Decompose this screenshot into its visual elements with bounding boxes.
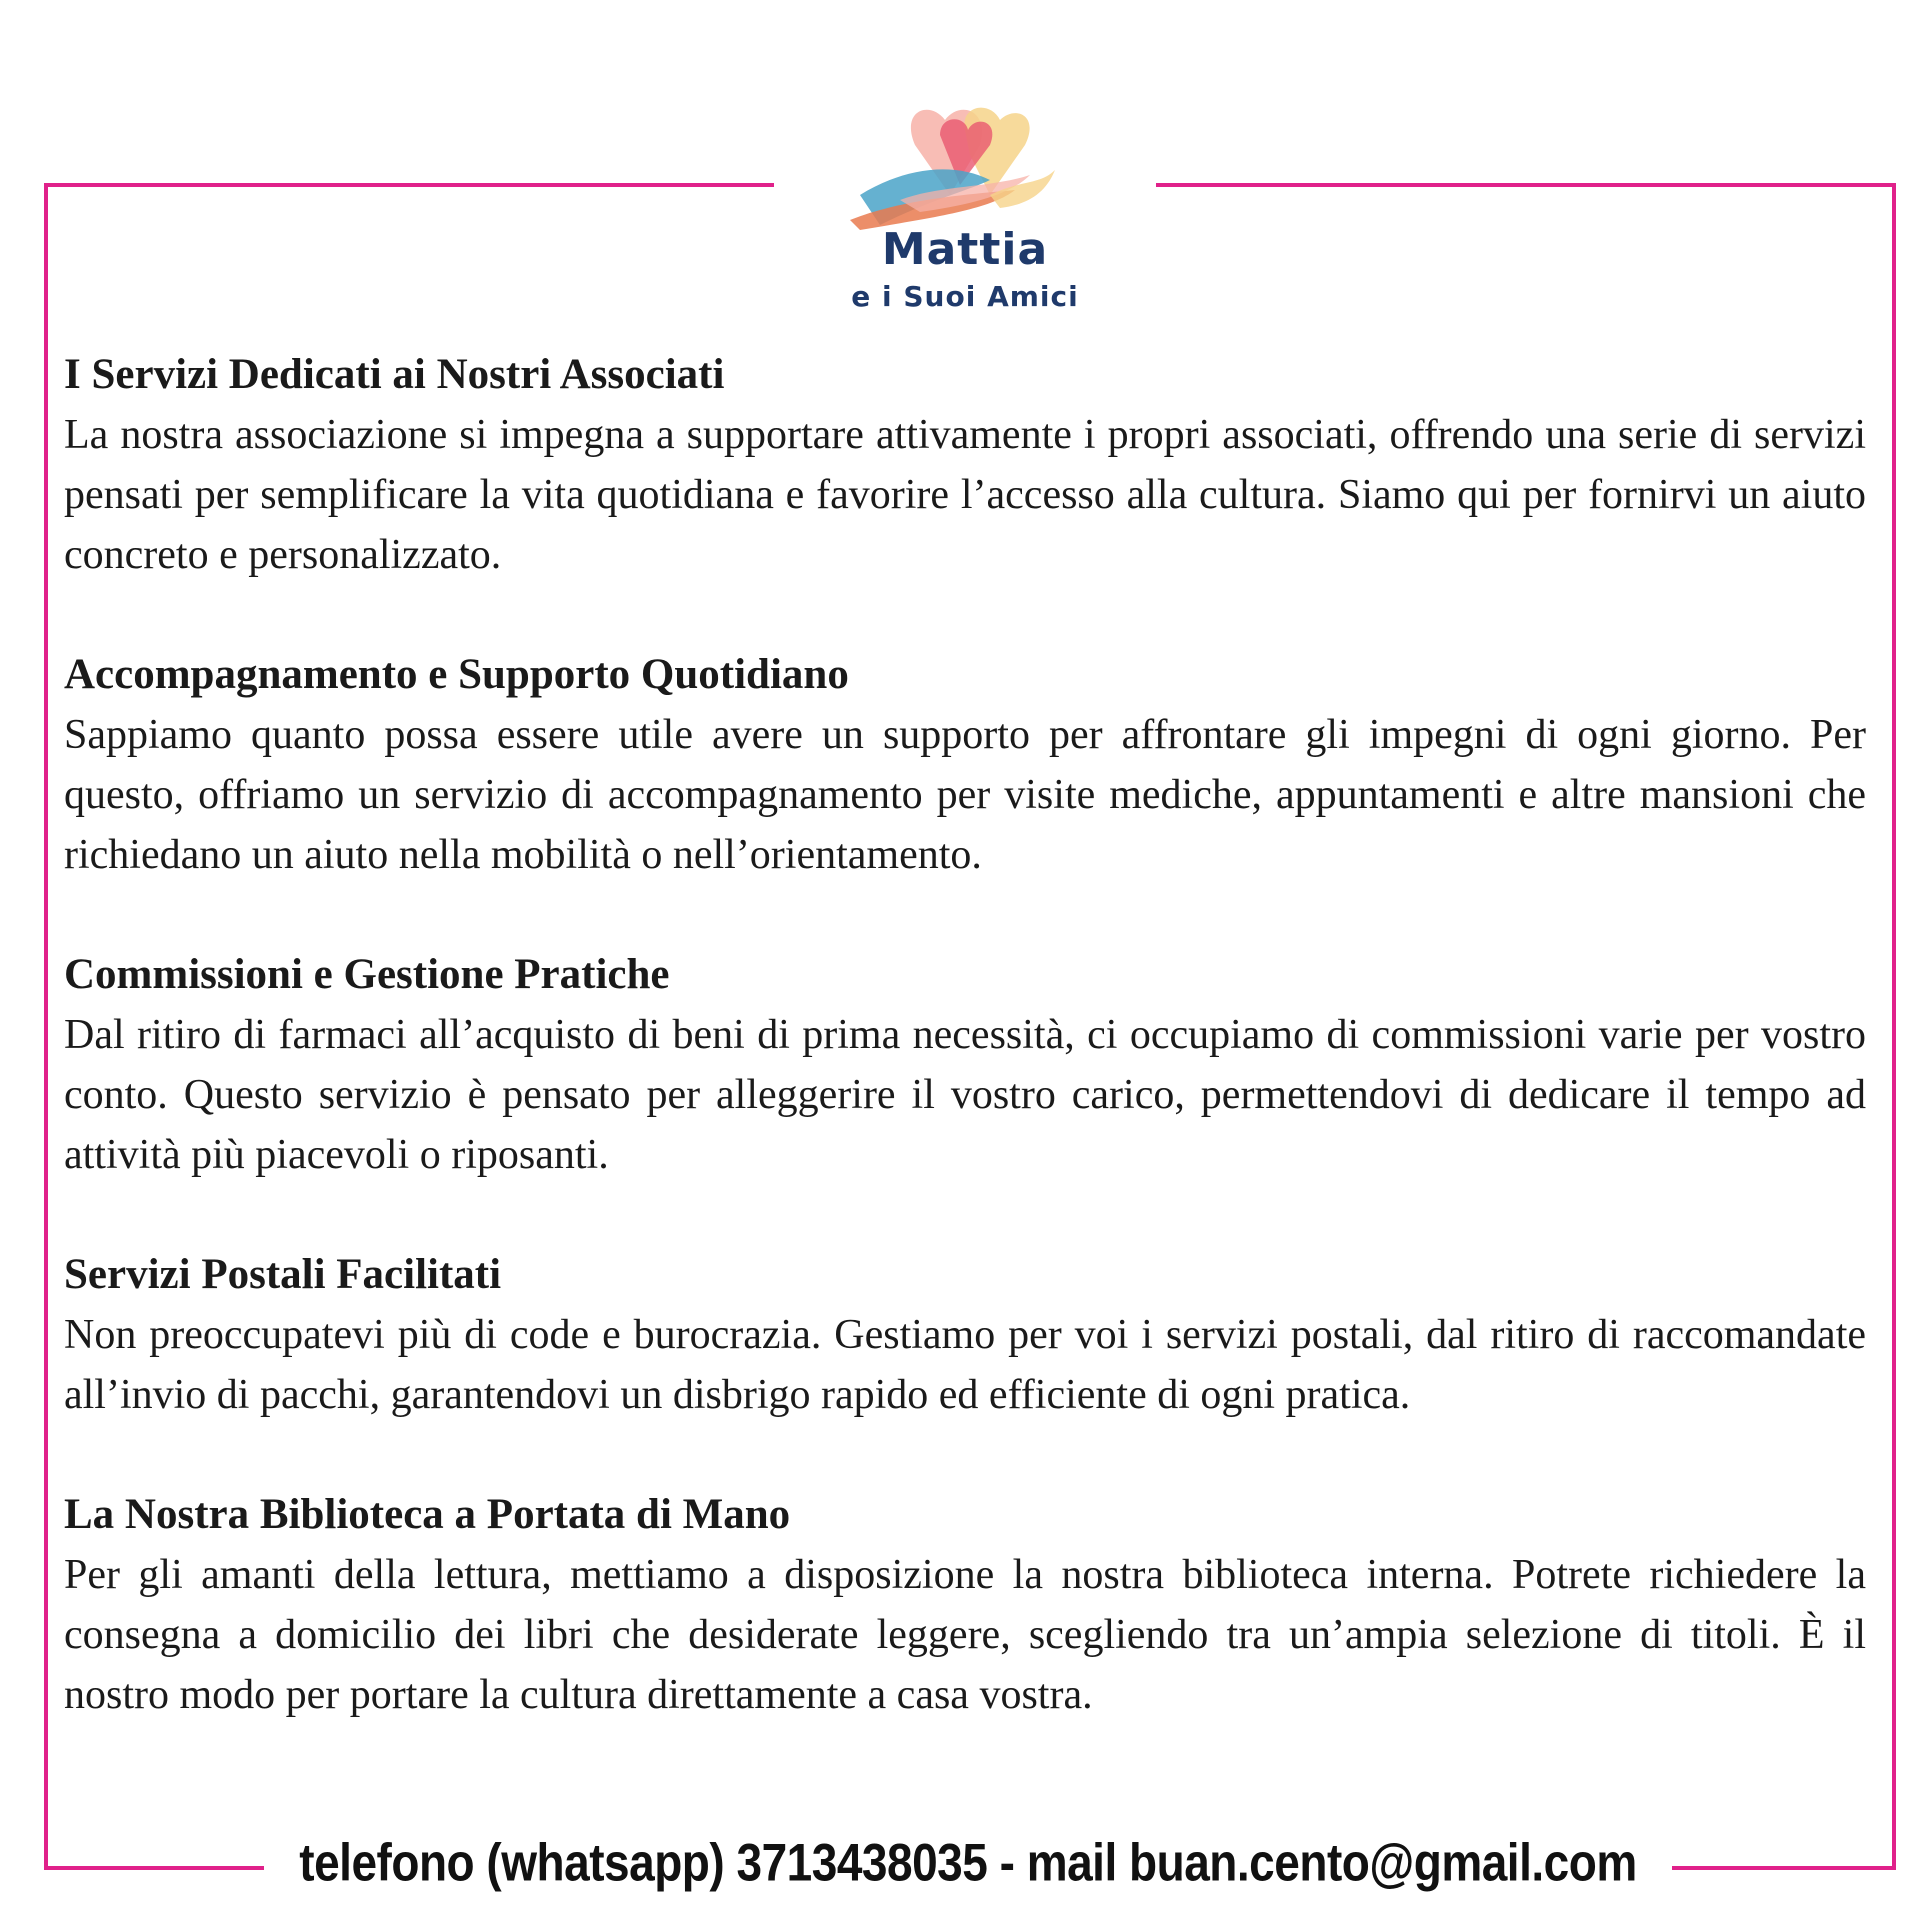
- document-body: [64, 345, 1866, 1785]
- frame-bottom-left: [44, 1866, 264, 1870]
- section-title: Commissioni e Gestione Pratiche: [64, 951, 670, 998]
- section-text: Sappiamo quanto possa essere utile avere un supporto per affrontare gli impegni di ogni giorno. Per questo, offriamo un servizio di accompagnamento per visite mediche, appuntamenti e altre mansioni che richiedano un aiuto nella mobilità o nell’orientamento.: [64, 712, 1866, 878]
- section-text: Non preoccupatevi più di code e burocrazia. Gestiamo per voi i servizi postali, dal ritiro di raccomandate all’invio di pacchi, garantendovi un disbrigo rapido ed efficiente di ogni pratica.: [64, 1312, 1866, 1418]
- section-services: [64, 345, 1866, 585]
- heart-hand-icon: [840, 100, 1090, 230]
- section-text: Per gli amanti della lettura, mettiamo a disposizione la nostra biblioteca interna. Potrete richiedere la consegna a domicilio dei libri che desiderate leggere, scegliendo tra un’ampia selezione di titoli. È il nostro modo per portare la cultura direttamente a casa vostra.: [64, 1552, 1866, 1718]
- section-text: Dal ritiro di farmaci all’acquisto di beni di prima necessità, ci occupiamo di commissioni varie per vostro conto. Questo servizio è pensato per alleggerire il vostro carico, permettendovi di dedicare il tempo ad attività più piacevoli o riposanti.: [64, 1012, 1866, 1178]
- section-postal: [64, 1245, 1866, 1425]
- section-accompaniment: [64, 645, 1866, 885]
- section-errands: [64, 945, 1866, 1185]
- frame-bottom-right: [1672, 1866, 1896, 1870]
- frame-left: [44, 183, 48, 1870]
- section-title: La Nostra Biblioteca a Portata di Mano: [64, 1491, 791, 1538]
- section-title: Servizi Postali Facilitati: [64, 1251, 502, 1298]
- logo-subtitle: e i Suoi Amici: [851, 280, 1079, 313]
- logo-name: Mattia: [881, 224, 1049, 275]
- frame-right: [1892, 183, 1896, 1870]
- section-library: [64, 1485, 1866, 1725]
- section-text: La nostra associazione si impegna a supportare attivamente i propri associati, offrendo una serie di servizi pensati per semplificare la vita quotidiana e favorire l’accesso alla cultura. Siamo qui per fornirvi un aiuto concreto e personalizzato.: [64, 412, 1866, 578]
- logo: [830, 100, 1100, 320]
- frame-top-right: [1156, 183, 1896, 187]
- contact-footer: telefono (whatsapp) 3713438035 - mail buan.cento@gmail.com: [299, 1832, 1637, 1892]
- section-title: I Servizi Dedicati ai Nostri Associati: [64, 351, 725, 398]
- frame-top-left: [44, 183, 774, 187]
- section-title: Accompagnamento e Supporto Quotidiano: [64, 651, 849, 698]
